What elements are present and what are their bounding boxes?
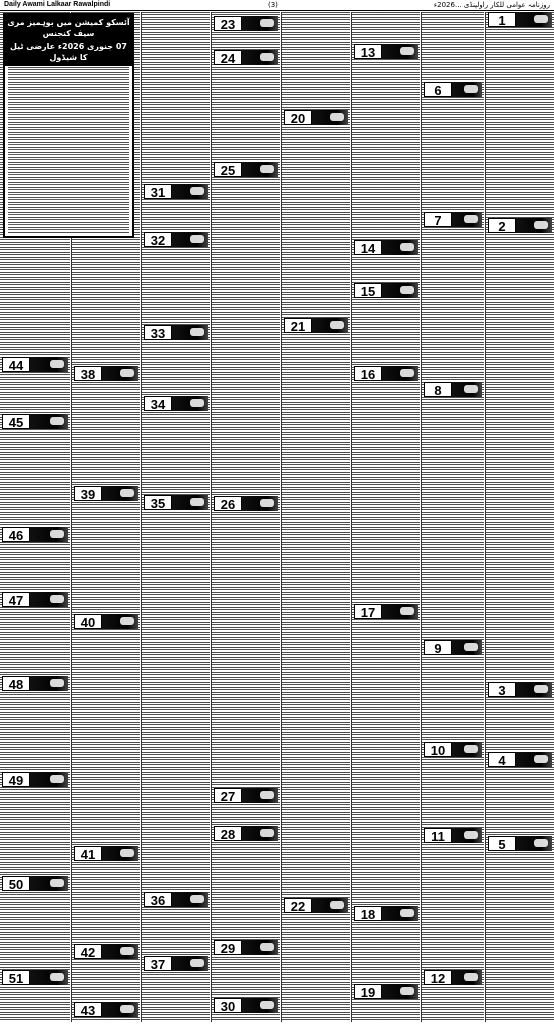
notice-badge: 3: [488, 682, 552, 697]
column-8: [486, 12, 554, 1022]
notice-badge: 6: [424, 82, 482, 97]
notice-badge: 28: [214, 826, 278, 841]
notice-badge: 30: [214, 998, 278, 1013]
schedule-subtitle: 07 جنوری 2026ء عارضی ٹیل کا شیڈول: [5, 41, 132, 66]
column-divider: [211, 12, 212, 1022]
column-divider: [421, 12, 422, 1022]
notice-badge: 21: [284, 318, 348, 333]
notice-badge: 36: [144, 892, 208, 907]
notice-badge: 31: [144, 184, 208, 199]
column-7: [422, 12, 484, 1022]
notice-badge: 46: [2, 527, 68, 542]
notice-badge: 49: [2, 772, 68, 787]
notice-badge: 45: [2, 414, 68, 429]
notice-badge: 7: [424, 212, 482, 227]
notice-badge: 33: [144, 325, 208, 340]
notice-badge: 42: [74, 944, 138, 959]
notice-badge: 41: [74, 846, 138, 861]
column-3: [142, 12, 210, 1022]
notice-badge: 27: [214, 788, 278, 803]
column-divider: [485, 12, 486, 1022]
notice-badge: 1: [488, 12, 552, 27]
masthead-title: Daily Awami Lalkaar Rawalpindi: [4, 1, 111, 8]
column-divider: [281, 12, 282, 1022]
notice-badge: 2: [488, 218, 552, 233]
notice-badge: 19: [354, 984, 418, 999]
masthead-urdu: روزنامہ عوامی للکار راولپنڈی ...2026ء: [433, 1, 550, 9]
notice-badge: 51: [2, 970, 68, 985]
notice-badge: 13: [354, 44, 418, 59]
notice-badge: 5: [488, 836, 552, 851]
column-divider: [141, 12, 142, 1022]
notice-badge: 12: [424, 970, 482, 985]
notice-badge: 11: [424, 828, 482, 843]
notice-badge: 35: [144, 495, 208, 510]
notice-badge: 40: [74, 614, 138, 629]
notice-badge: 10: [424, 742, 482, 757]
notice-badge: 20: [284, 110, 348, 125]
notice-badge: 4: [488, 752, 552, 767]
notice-badge: 50: [2, 876, 68, 891]
page-header: [0, 0, 554, 10]
notice-badge: 24: [214, 50, 278, 65]
notice-badge: 38: [74, 366, 138, 381]
notice-badge: 26: [214, 496, 278, 511]
column-divider: [351, 12, 352, 1022]
header-rule: [0, 10, 554, 11]
notice-badge: 29: [214, 940, 278, 955]
notice-badge: 39: [74, 486, 138, 501]
notice-badge: 22: [284, 898, 348, 913]
notice-badge: 23: [214, 16, 278, 31]
notice-badge: 25: [214, 162, 278, 177]
notice-badge: 8: [424, 382, 482, 397]
notice-badge: 43: [74, 1002, 138, 1017]
notice-badge: 9: [424, 640, 482, 655]
page-number: (3): [268, 1, 278, 9]
notice-badge: 32: [144, 232, 208, 247]
notice-badge: 37: [144, 956, 208, 971]
column-6: [352, 12, 420, 1022]
schedule-box: [3, 13, 134, 238]
notice-badge: 14: [354, 240, 418, 255]
column-5: [282, 12, 350, 1022]
notice-badge: 17: [354, 604, 418, 619]
notice-badge: 48: [2, 676, 68, 691]
notice-badge: 18: [354, 906, 418, 921]
notice-badge: 15: [354, 283, 418, 298]
notice-badge: 44: [2, 357, 68, 372]
notice-badge: 47: [2, 592, 68, 607]
schedule-title: آئسکو کمیشن میں بوہمیز مری سیف کنجنس: [5, 15, 132, 41]
notice-badge: 34: [144, 396, 208, 411]
notice-badge: 16: [354, 366, 418, 381]
